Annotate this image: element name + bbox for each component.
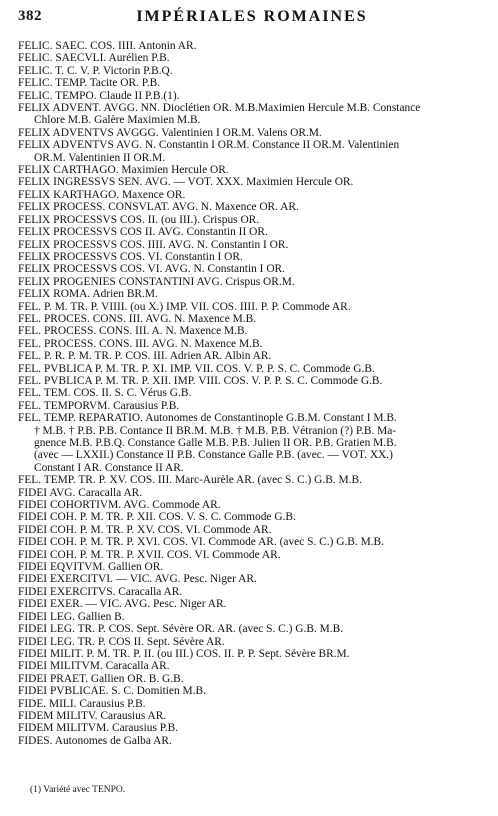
index-entry	[18, 350, 490, 362]
entry-line: FELIC. TEMP. Tacite OR. P.B.	[18, 77, 161, 90]
entry-line: FELIX PROGENIES CONSTANTINI AVG. Crispus OR.M.	[18, 275, 295, 288]
entry-line: FELIX PROCESSVS COS. II. (ou III.). Crispus OR.	[18, 213, 260, 226]
entry-line: FEL. PVBLICA P. M. TR. P. XI. IMP. VII. COS. V. P. P. S. C. Commode G.B.	[18, 362, 375, 375]
entry-line: FELIX PROCESSVS COS. VI. AVG. N. Constantin I OR.	[18, 263, 285, 276]
entry-line: FIDEI PVBLICAE. S. C. Domitien M.B.	[18, 685, 206, 698]
index-entry	[18, 561, 490, 573]
entry-line: FIDEI EXERCITVS. Caracalla AR.	[18, 585, 183, 598]
index-entry	[18, 288, 490, 300]
entry-line: FELIX ADVENT. AVGG. NN. Dioclétien OR. M.B.Maximien Hercule M.B. Constance	[18, 102, 421, 115]
entry-continuation-line: Constant I AR. Constance II AR.	[34, 461, 184, 474]
entry-line: FELIX ADVENTVS AVG. N. Constantin I OR.M. Constance II OR.M. Valentinien	[18, 139, 400, 152]
index-entry	[18, 239, 490, 251]
index-entry	[18, 722, 490, 734]
index-entry	[18, 102, 490, 127]
entry-line: FELIC. T. C. V. P. Victorin P.B.Q.	[18, 64, 173, 77]
index-entry	[18, 276, 490, 288]
entry-line: FIDES. Autonomes de Galba AR.	[18, 734, 172, 747]
legend-index-list	[18, 40, 490, 747]
entry-continuation-line: (avec — LXXII.) Constance II P.B. Constance Galle P.B. (avec. — VOT. XX.)	[34, 449, 393, 462]
entry-line: FEL. PVBLICA P. M. TR. P. XII. IMP. VIII. COS. V. P. P. S. C. Commode G.B.	[18, 374, 383, 387]
entry-line: FIDEI COHORTIVM. AVG. Commode AR.	[18, 499, 221, 512]
entry-line: FIDEI COH. P. M. TR. P. XVI. COS. VI. Commode AR. (avec S. C.) G.B. M.B.	[18, 536, 385, 549]
index-entry	[18, 127, 490, 139]
index-entry	[18, 511, 490, 523]
index-entry	[18, 301, 490, 313]
index-entry	[18, 412, 490, 474]
index-entry	[18, 263, 490, 275]
page-number: 382	[18, 8, 42, 24]
index-entry	[18, 710, 490, 722]
index-entry	[18, 90, 490, 102]
entry-line: FELIX CARTHAGO. Maximien Hercule OR.	[18, 164, 229, 177]
index-entry	[18, 77, 490, 89]
index-entry	[18, 400, 490, 412]
index-entry	[18, 536, 490, 548]
page-header	[18, 6, 486, 30]
entry-line: FIDEI LEG. Gallien B.	[18, 610, 125, 623]
entry-line: FEL. PROCESS. CONS. III. A. N. Maxence M.B.	[18, 325, 248, 338]
index-entry	[18, 735, 490, 747]
index-entry	[18, 636, 490, 648]
entry-line: FEL. P. M. TR. P. VIIII. (ou X.) IMP. VII. COS. IIII. P. P. Commode AR.	[18, 300, 351, 313]
index-entry	[18, 325, 490, 337]
entry-line: FELIX PROCESSVS COS. VI. Constantin I OR.	[18, 250, 243, 263]
entry-line: FIDE. MILI. Carausius P.B.	[18, 697, 146, 710]
index-entry	[18, 623, 490, 635]
index-entry	[18, 660, 490, 672]
entry-line: FIDEM MILITV. Carausius AR.	[18, 709, 167, 722]
index-entry	[18, 524, 490, 536]
index-entry	[18, 214, 490, 226]
entry-line: FELIX ADVENTVS AVGGG. Valentinien I OR.M. Valens OR.M.	[18, 126, 322, 139]
entry-line: FIDEI COH. P. M. TR. P. XVII. COS. VI. Commode AR.	[18, 548, 281, 561]
entry-line: FIDEI LEG. TR. P. COS. Sept. Sévère OR. AR. (avec S. C.) G.B. M.B.	[18, 623, 344, 636]
entry-line: FIDEI COH. P. M. TR. P. XII. COS. V. S. C. Commode G.B.	[18, 511, 296, 524]
entry-line: FIDEI AVG. Caracalla AR.	[18, 486, 143, 499]
index-entry	[18, 164, 490, 176]
index-entry	[18, 201, 490, 213]
entry-line: FIDEI EXER. — VIC. AVG. Pesc. Niger AR.	[18, 598, 227, 611]
entry-line: FELIC. SAEC. COS. IIII. Antonin AR.	[18, 40, 197, 52]
index-entry	[18, 685, 490, 697]
entry-line: FELIX PROCESS. CONSVLAT. AVG. N. Maxence OR. AR.	[18, 201, 299, 214]
entry-continuation-line: OR.M. Valentinien II OR.M.	[34, 151, 166, 164]
index-entry	[18, 698, 490, 710]
index-entry	[18, 586, 490, 598]
entry-line: FEL. TEMP. TR. P. XV. COS. III. Marc-Aurèle AR. (avec S. C.) G.B. M.B.	[18, 474, 362, 487]
index-entry	[18, 387, 490, 399]
index-entry	[18, 176, 490, 188]
entry-line: FIDEI MILITVM. Caracalla AR.	[18, 660, 170, 673]
entry-continuation-line: † M.B. † P.B. P.B. Contance II BR.M. M.B. † M.B. P.B. Vétranion (?) P.B. Ma-	[34, 424, 397, 437]
entry-line: FIDEI EXERCITVI. — VIC. AVG. Pesc. Niger AR.	[18, 573, 257, 586]
entry-line: FEL. P. R. P. M. TR. P. COS. III. Adrien AR. Albin AR.	[18, 350, 272, 363]
entry-line: FIDEI MILIT. P. M. TR. P. II. (ou III.) COS. II. P. P. Sept. Sévère BR.M.	[18, 647, 350, 660]
index-entry	[18, 251, 490, 263]
index-entry	[18, 226, 490, 238]
entry-line: FIDEM MILITVM. Carausius P.B.	[18, 722, 179, 735]
index-entry	[18, 363, 490, 375]
entry-line: FEL. TEM. COS. II. S. C. Vérus G.B.	[18, 387, 192, 400]
running-title: IMPÉRIALES ROMAINES	[136, 8, 368, 25]
entry-continuation-line: Chlore M.B. Galère Maximien M.B.	[34, 114, 201, 127]
index-entry	[18, 487, 490, 499]
entry-continuation-line: gnence M.B. P.B.Q. Constance Galle M.B. P.B. Julien II OR. P.B. Gratien M.B.	[34, 437, 397, 449]
entry-line: FELIX PROCESSVS COS. IIII. AVG. N. Constantin I OR.	[18, 238, 289, 251]
index-entry	[18, 313, 490, 325]
index-entry	[18, 52, 490, 64]
index-entry	[18, 338, 490, 350]
index-entry	[18, 139, 490, 164]
entry-line: FELIX INGRESSVS SEN. AVG. — VOT. XXX. Maximien Hercule OR.	[18, 176, 354, 189]
entry-line: FEL. PROCES. CONS. III. AVG. N. Maxence M.B.	[18, 312, 257, 325]
index-entry	[18, 375, 490, 387]
entry-line: FEL. TEMPORVM. Carausius P.B.	[18, 399, 180, 412]
entry-line: FELIX ROMA. Adrien BR.M.	[18, 288, 158, 301]
entry-line: FIDEI EQVITVM. Gallien OR.	[18, 561, 164, 574]
entry-line: FELIX KARTHAGO. Maxence OR.	[18, 188, 186, 201]
index-entry	[18, 65, 490, 77]
index-entry	[18, 673, 490, 685]
entry-line: FEL. TEMP. REPARATIO. Autonomes de Constantinople G.B.M. Constant I M.B.	[18, 412, 397, 425]
index-entry	[18, 573, 490, 585]
entry-line: FELIC. SAECVLI. Aurélien P.B.	[18, 52, 170, 65]
index-entry	[18, 611, 490, 623]
entry-line: FIDEI COH. P. M. TR. P. XV. COS. VI. Commode AR.	[18, 523, 272, 536]
index-entry	[18, 499, 490, 511]
entry-line: FIDEI LEG. TR. P. COS II. Sept. Sévère AR.	[18, 635, 225, 648]
entry-line: FELIX PROCESSVS COS II. AVG. Constantin II OR.	[18, 226, 268, 239]
index-entry	[18, 474, 490, 486]
index-entry	[18, 189, 490, 201]
index-entry	[18, 648, 490, 660]
entry-line: FELIC. TEMPO. Claude II P.B.(1).	[18, 89, 180, 102]
index-entry	[18, 549, 490, 561]
index-entry	[18, 598, 490, 610]
entry-line: FEL. PROCESS. CONS. III. AVG. N. Maxence M.B.	[18, 337, 263, 350]
entry-line: FIDEI PRAET. Gallien OR. B. G.B.	[18, 672, 184, 685]
footnote: (1) Variété avec TENPO.	[30, 785, 126, 795]
index-entry	[18, 40, 490, 52]
